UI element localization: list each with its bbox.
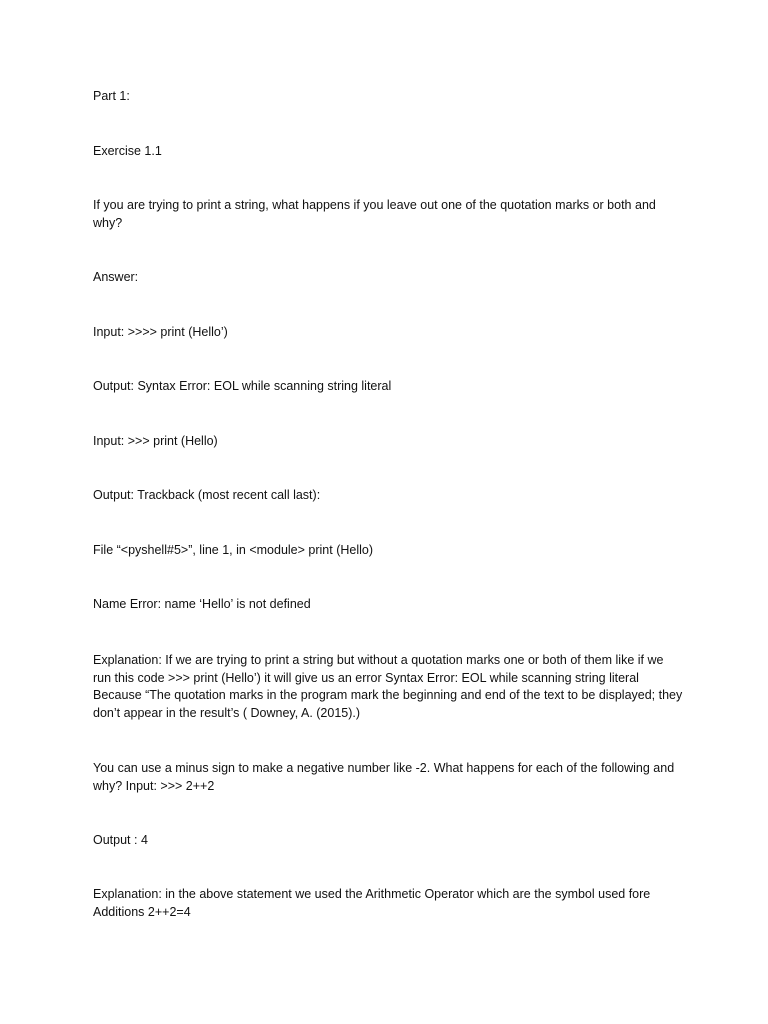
exercise-heading: Exercise 1.1	[93, 144, 162, 158]
question-paragraph-2: You can use a minus sign to make a negative number like -2. What happens for each of the following and why? Input: >>> 2++2	[93, 761, 675, 793]
traceback-file-line: File “<pyshell#5>”, line 1, in <module> print (Hello)	[93, 543, 373, 557]
output-line-2: Output: Trackback (most recent call last):	[93, 488, 321, 502]
input-line-1: Input: >>>> print (Hello’)	[93, 325, 228, 339]
output-line-3: Output : 4	[93, 833, 148, 847]
name-error-line: Name Error: name ‘Hello’ is not defined	[93, 597, 311, 611]
input-line-2: Input: >>> print (Hello)	[93, 434, 218, 448]
part-heading: Part 1:	[93, 89, 130, 103]
explanation-paragraph-1: Explanation: If we are trying to print a string but without a quotation marks one or both of them like if we run this code >>> print (Hello’) it will give us an error Syntax Error: EOL while scanning string literal Because “The quotation marks in the program mark the beginning and end of the text to be displayed; they don’t appear in the result’s ( Downey, A. (2015).)	[93, 653, 683, 720]
answer-label: Answer:	[93, 270, 139, 284]
output-line-1: Output: Syntax Error: EOL while scanning string literal	[93, 379, 392, 393]
explanation-paragraph-2: Explanation: in the above statement we used the Arithmetic Operator which are the symbol used fore Additions 2++2=4	[93, 887, 651, 919]
question-paragraph: If you are trying to print a string, what happens if you leave out one of the quotation marks or both and why?	[93, 198, 656, 230]
